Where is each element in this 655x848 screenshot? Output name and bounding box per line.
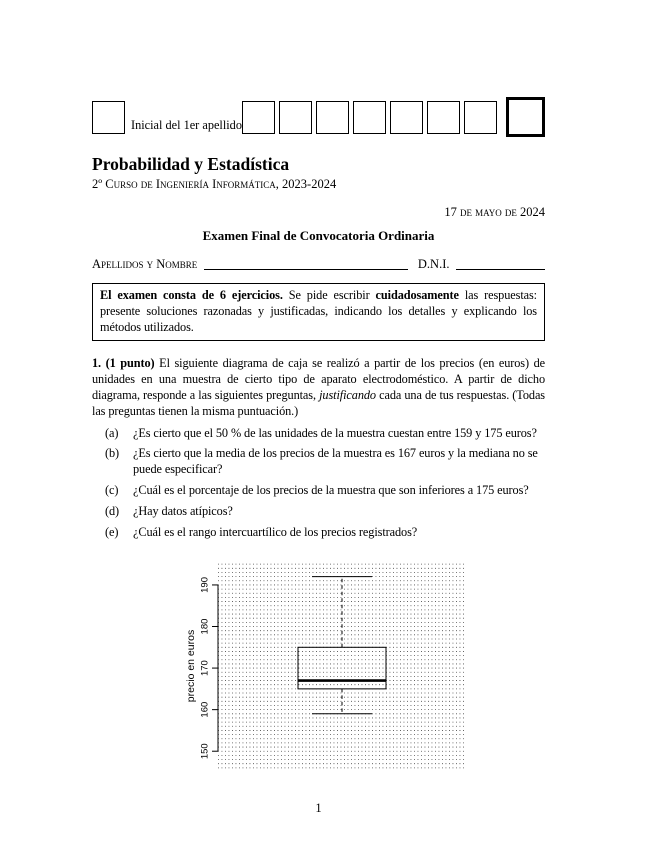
- svg-text:180: 180: [199, 618, 211, 635]
- question-label: (a): [105, 425, 119, 440]
- header-box-row: [92, 95, 545, 139]
- exam-date: 17 de mayo de 2024: [444, 205, 545, 219]
- question-list: [92, 426, 545, 541]
- question-text: ¿Es cierto que la media de los precios de la muestra es 167 euros y la mediana no se puede especificar?: [133, 446, 538, 477]
- question-label: (b): [105, 446, 120, 461]
- question-label: (d): [105, 503, 120, 518]
- exercise-1-intro: [92, 356, 545, 419]
- answer-box-cell: [353, 101, 386, 134]
- course-title: Probabilidad y Estadística: [92, 154, 290, 174]
- answer-box-cell: [316, 101, 349, 134]
- question-label: (e): [105, 524, 119, 539]
- answer-box-cell: [242, 101, 275, 134]
- svg-text:precio en euros: precio en euros: [184, 630, 197, 703]
- instructions-mid: Se pide escribir: [282, 288, 376, 302]
- question-label: (c): [105, 482, 119, 497]
- initial-letter-box: [92, 101, 125, 134]
- answer-box-cell: [279, 101, 312, 134]
- answer-box-cell: [390, 101, 423, 134]
- question-text: ¿Cuál es el rango intercuartílico de los precios registrados?: [133, 524, 418, 539]
- surname-letter-boxes: [242, 101, 497, 134]
- course-edition: 2º Curso de Ingeniería Informática, 2023-2024: [92, 177, 337, 191]
- page-number: 1: [315, 801, 322, 816]
- name-fill-line: [204, 269, 408, 270]
- initial-box-label: Inicial del 1er apellido: [131, 117, 242, 132]
- boxplot-svg: [178, 550, 478, 785]
- question-item-d: [92, 504, 545, 520]
- instructions-tail: las respuestas: presente soluciones razonadas y justificadas, indicando los detalles y explicando los métodos utilizados.: [100, 288, 537, 334]
- question-item-a: [92, 426, 545, 442]
- question-item-c: [92, 483, 545, 499]
- question-text: ¿Hay datos atípicos?: [133, 503, 233, 518]
- exercise-1-text-1: El siguiente diagrama de caja se realizó a partir de los precios (en euros) de unidades en una muestra de cierto tipo de aparato electrodoméstico. A partir de dicho diagrama, responde a las siguientes preguntas,: [92, 356, 545, 402]
- page-content: [92, 0, 545, 816]
- name-label: Apellidos y Nombre: [92, 257, 198, 271]
- exam-title: Examen Final de Convocatoria Ordinaria: [202, 228, 435, 243]
- instructions-lead: El examen consta de 6 ejercicios.: [100, 288, 283, 302]
- identity-line: [92, 257, 545, 272]
- instructions-emphasis: cuidadosamente: [375, 288, 459, 302]
- question-text: ¿Es cierto que el 50 % de las unidades de la muestra cuestan entre 159 y 175 euros?: [133, 425, 537, 440]
- exercise-1-italic: justificando: [319, 387, 376, 402]
- instructions-box: [92, 283, 545, 341]
- exercise-1-number: 1. (1 punto): [92, 356, 155, 371]
- answer-box-cell: [427, 101, 460, 134]
- svg-text:170: 170: [199, 660, 211, 677]
- question-item-e: [92, 525, 545, 541]
- boxplot-chart: [178, 550, 478, 785]
- svg-text:190: 190: [199, 577, 211, 594]
- svg-text:160: 160: [199, 702, 211, 718]
- dni-label: D.N.I.: [417, 257, 450, 271]
- grade-box: [506, 97, 545, 137]
- answer-box-cell: [464, 101, 497, 134]
- question-item-b: [92, 446, 545, 478]
- exercise-1-text-2: cada una de tus respuestas. (Todas las preguntas tienen la misma puntuación.): [92, 387, 545, 418]
- question-text: ¿Cuál es el porcentaje de los precios de la muestra que son inferiores a 175 euros?: [133, 482, 529, 497]
- dni-fill-line: [456, 269, 545, 270]
- initial-box-group: [92, 101, 242, 134]
- svg-text:150: 150: [199, 743, 211, 760]
